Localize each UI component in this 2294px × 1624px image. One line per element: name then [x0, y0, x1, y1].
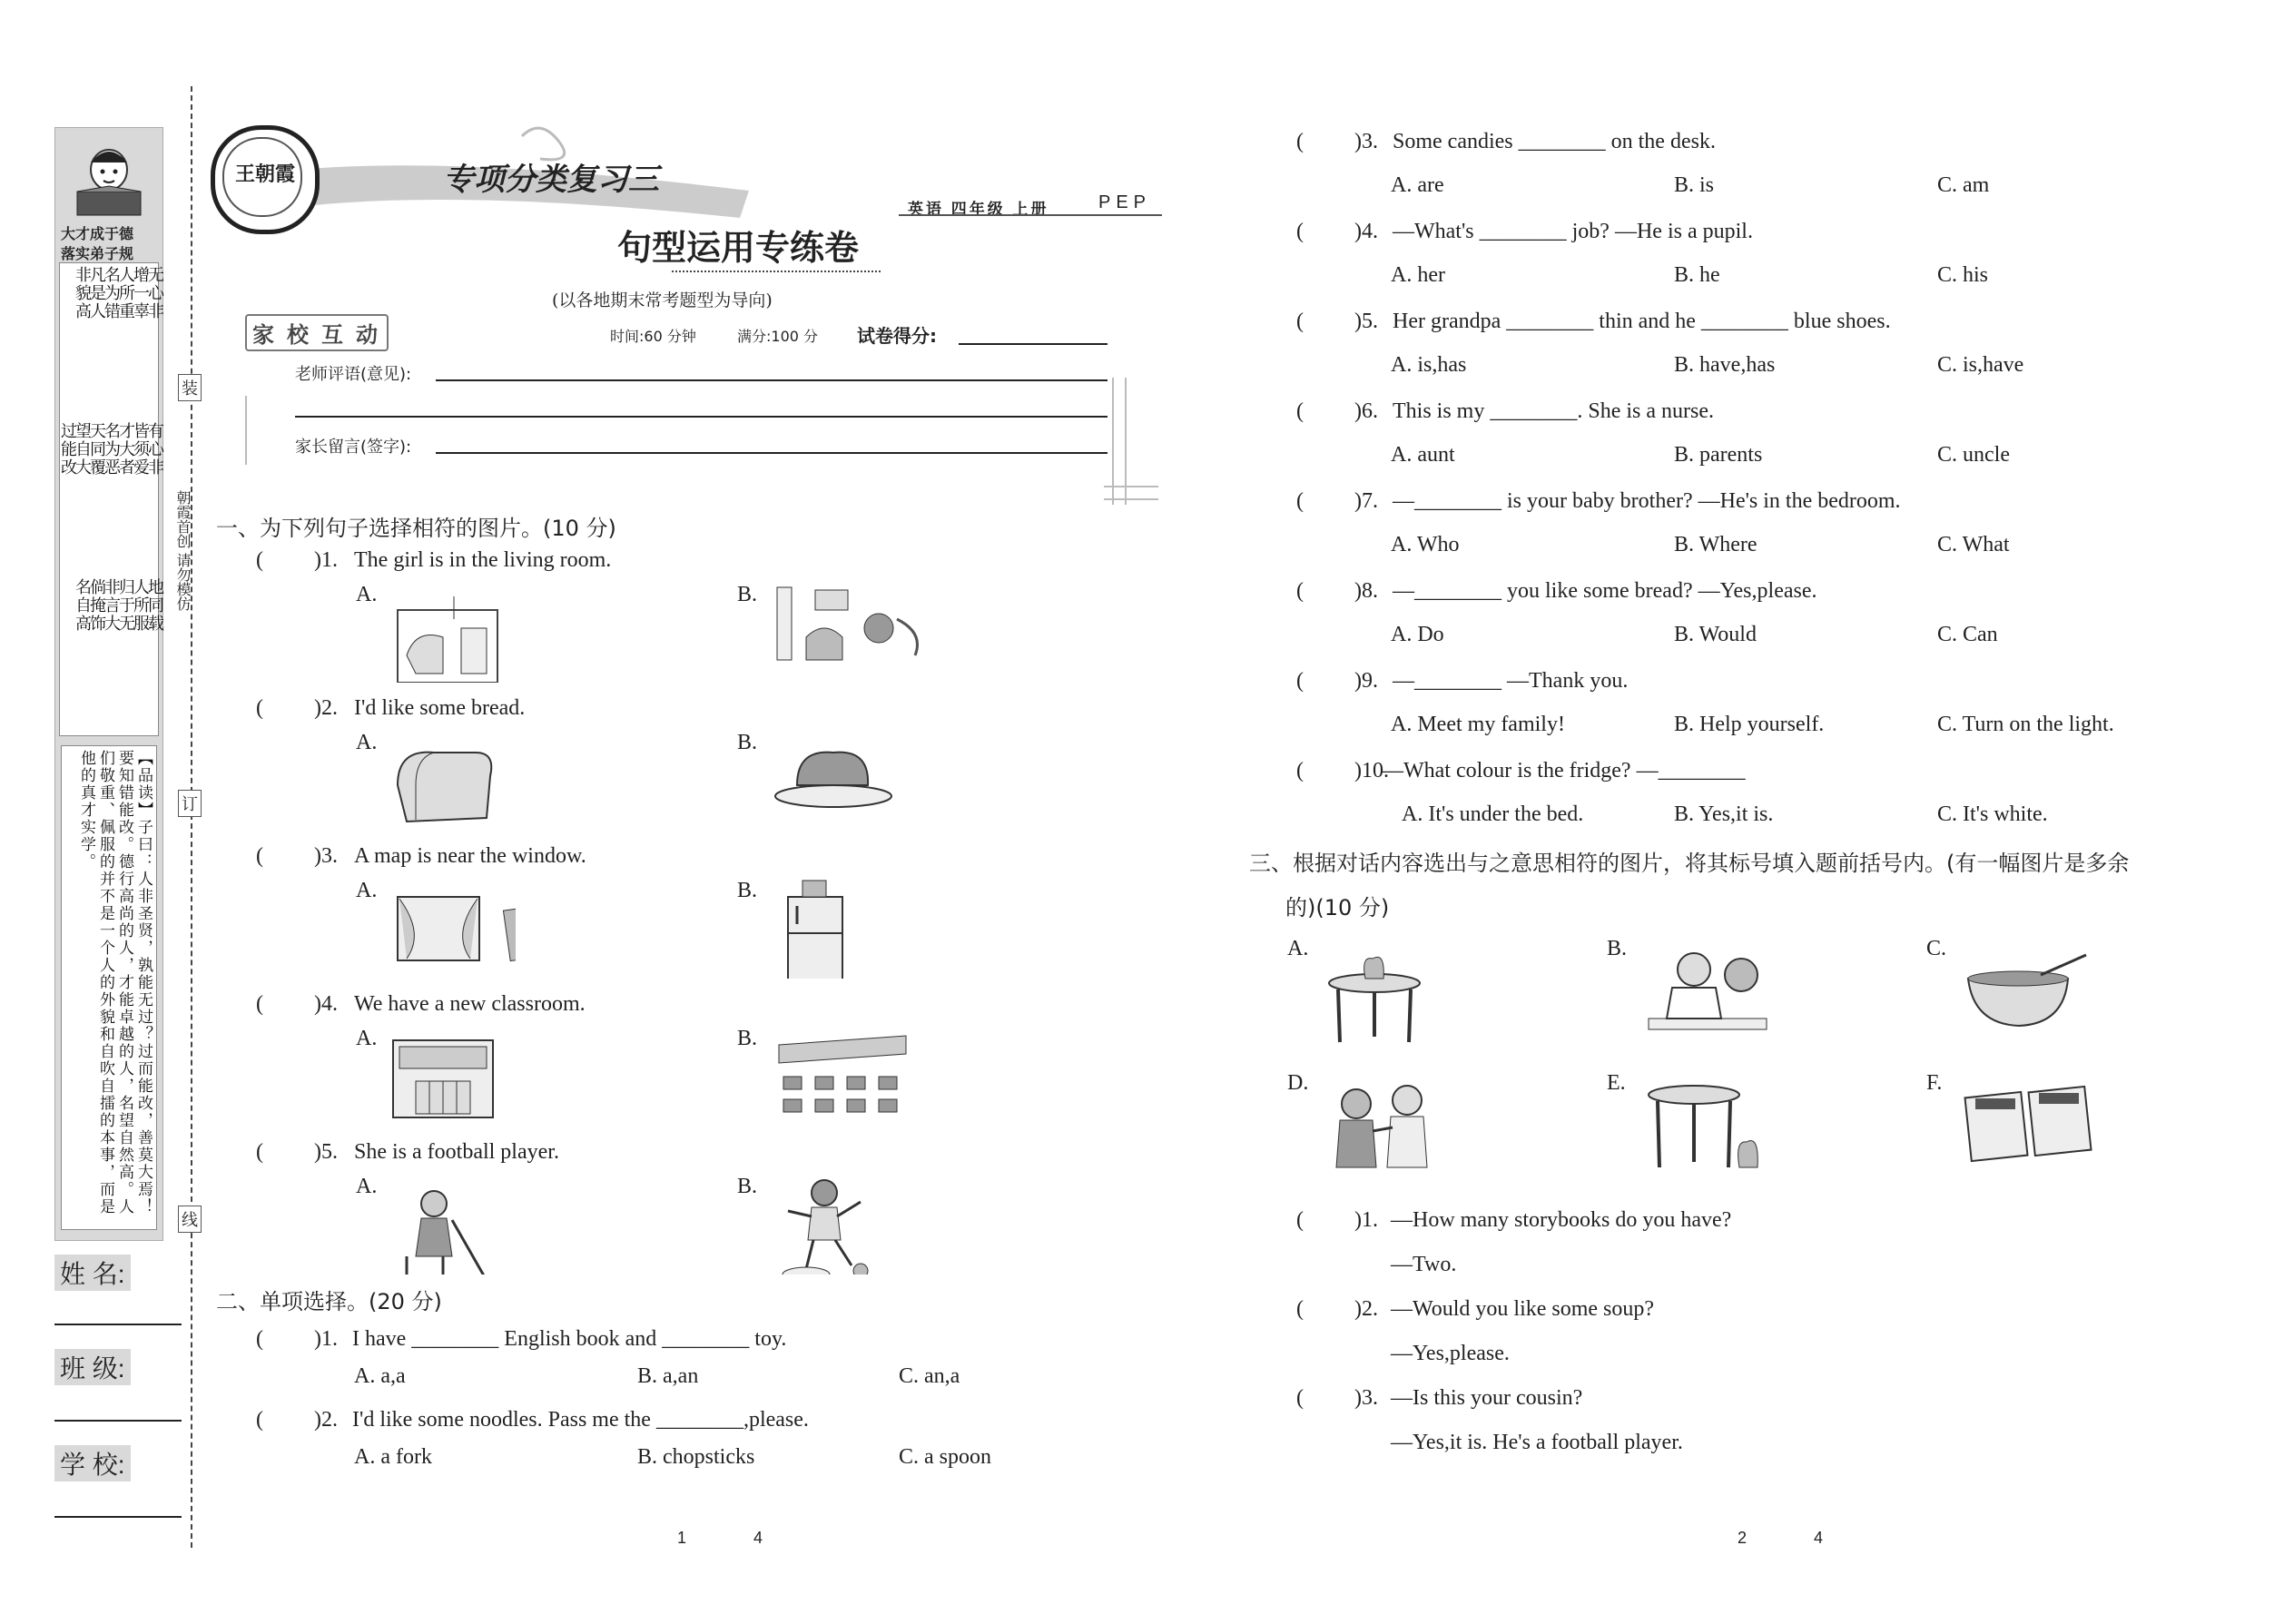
option-b: B. Where [1674, 533, 1757, 556]
poem-column: 望自大 [73, 422, 92, 477]
question-number: )3. [314, 844, 338, 868]
poem-text [58, 266, 164, 731]
option-a-picture [389, 592, 516, 683]
home-school-badge: 家 校 互 动 [245, 314, 389, 351]
question-text: A map is near the window. [354, 844, 586, 868]
answer-text: —Yes,please. [1391, 1342, 1510, 1365]
answer-paren-open: ( [256, 992, 263, 1016]
frame-left [245, 396, 274, 465]
option-b-picture [770, 731, 933, 831]
answer-paren-open: ( [1296, 1297, 1304, 1321]
picture-label-e: E. [1607, 1071, 1626, 1095]
section3-heading-line2: 的)(10 分) [1285, 895, 1390, 920]
answer-blank[interactable] [1304, 669, 1345, 693]
poem-column: 地同载 [145, 578, 164, 633]
option-b-picture [770, 879, 933, 979]
poem-column: 增一辜 [131, 266, 150, 320]
picture-label-b: B. [1607, 937, 1628, 960]
option-c: C. his [1937, 263, 1989, 287]
question-text: This is my ________. She is a nurse. [1393, 399, 1714, 423]
option-a-label: A. [356, 1175, 378, 1198]
option-b: B. a,an [637, 1364, 699, 1388]
poem-column: 人所重 [116, 266, 135, 320]
question-text: I'd like some bread. [354, 696, 526, 720]
option-a: A. are [1391, 173, 1444, 197]
answer-blank[interactable] [263, 1408, 305, 1432]
option-b: B. is [1674, 173, 1715, 197]
name-label: 姓 名: [54, 1255, 131, 1291]
edition-label: PEP [1098, 192, 1152, 212]
answer-blank[interactable] [263, 844, 305, 868]
soup-bowl-icon [1959, 942, 2104, 1048]
question-text: Some candies ________ on the desk. [1393, 130, 1716, 153]
question-text: —Is this your cousin? [1391, 1386, 1583, 1410]
option-a-picture [389, 1036, 516, 1127]
question-text: She is a football player. [354, 1140, 559, 1164]
section1-heading: 一、为下列句子选择相符的图片。(10 分) [216, 516, 616, 541]
option-c: C. an,a [899, 1364, 960, 1388]
option-a-label: A. [356, 1027, 378, 1050]
option-b: B. parents [1674, 443, 1763, 467]
left-page-number: 1 [677, 1529, 687, 1547]
answer-paren-open: ( [1296, 130, 1304, 153]
answer-blank[interactable] [1304, 310, 1345, 333]
parent-comment-label: 家长留言(签字): [295, 438, 412, 457]
question-text: I have ________ English book and ________ toy. [352, 1327, 787, 1351]
scholar-mascot-icon [64, 133, 153, 221]
answer-paren-open: ( [1296, 310, 1304, 333]
answer-text: —Two. [1391, 1253, 1457, 1276]
question-number: )5. [1354, 310, 1378, 333]
section3-picture [1639, 942, 1785, 1048]
answer-blank[interactable] [1304, 1297, 1345, 1321]
poem-column: 倘掩饰 [87, 578, 106, 633]
window-map-icon [389, 888, 516, 979]
option-a: A. Do [1391, 623, 1444, 646]
answer-blank[interactable] [1304, 220, 1345, 243]
option-a-label: A. [356, 583, 378, 606]
poem-column: 凡是人 [87, 266, 106, 320]
option-c: C. It's white. [1937, 802, 2048, 826]
score-field[interactable] [959, 343, 1108, 345]
option-c: C. Can [1937, 623, 1998, 646]
answer-paren-open: ( [1296, 399, 1304, 423]
girl-sweeping-icon [389, 1184, 516, 1275]
answer-paren-open: ( [256, 844, 263, 868]
question-number: )2. [314, 1408, 338, 1432]
right-page-number: 2 [1738, 1529, 1748, 1547]
option-a: A. It's under the bed. [1402, 802, 1584, 826]
option-a: A. her [1391, 263, 1445, 287]
answer-paren-open: ( [256, 548, 263, 572]
living-room-furniture-icon [770, 583, 933, 683]
question-number: )2. [1354, 1297, 1378, 1321]
fridge-icon [770, 879, 933, 979]
answer-paren-open: ( [1296, 1208, 1304, 1232]
answer-blank[interactable] [1304, 130, 1345, 153]
motto-line-2: 落实弟子规 [61, 247, 134, 262]
option-b-label: B. [737, 731, 758, 754]
brand-logo [211, 125, 320, 234]
option-b-label: B. [737, 1175, 758, 1198]
binding-line [191, 86, 192, 1548]
storybooks-icon [1959, 1077, 2104, 1182]
answer-blank[interactable] [263, 1327, 305, 1351]
question-number: )3. [1354, 130, 1378, 153]
question-number: )2. [314, 696, 338, 720]
answer-paren-open: ( [256, 1327, 263, 1351]
option-c: C. a spoon [899, 1445, 991, 1469]
question-number: )4. [1354, 220, 1378, 243]
question-text: We have a new classroom. [354, 992, 586, 1016]
picture-label-f: F. [1926, 1071, 1943, 1095]
option-a-label: A. [356, 879, 378, 902]
poem-column: 才大者 [116, 422, 135, 477]
option-a: A. a,a [354, 1364, 406, 1388]
title-underline [672, 271, 881, 272]
bathroom-toilet-sink-icon [389, 592, 516, 683]
section3-picture [1959, 942, 2104, 1048]
boy-football-icon [770, 1175, 933, 1275]
question-number: )3. [1354, 1386, 1378, 1410]
two-children-icon [1320, 1077, 1465, 1182]
option-c: C. am [1937, 173, 1990, 197]
answer-paren-open: ( [1296, 579, 1304, 603]
option-a-picture [389, 1184, 516, 1275]
answer-blank[interactable] [1304, 579, 1345, 603]
question-number: )1. [314, 1327, 338, 1351]
option-b: B. Help yourself. [1674, 713, 1825, 736]
question-text: —What colour is the fridge? —________ [1382, 759, 1746, 782]
classroom-icon [770, 1027, 933, 1127]
option-a: A. a fork [354, 1445, 432, 1469]
section3-picture [1959, 1077, 2104, 1182]
question-text: —________ —Thank you. [1393, 669, 1629, 693]
poem-column: 名为恶 [102, 422, 121, 477]
score-label: 试卷得分: [857, 325, 937, 347]
question-text: —________ is your baby brother? —He's in the bedroom. [1393, 489, 1901, 513]
binding-mark-xian: 线 [178, 1206, 202, 1233]
teacher-comment-line-2[interactable] [295, 416, 1108, 418]
answer-paren-open: ( [1296, 1386, 1304, 1410]
question-text: I'd like some noodles. Pass me the ________,please. [352, 1408, 809, 1432]
poem-column: 无心非 [145, 266, 164, 320]
poem-column: 名为错 [102, 266, 121, 320]
teacher-comment-line-1[interactable] [436, 379, 1108, 381]
school-label: 学 校: [54, 1445, 131, 1481]
option-b: B. have,has [1674, 353, 1776, 377]
cat-under-table-icon [1639, 1077, 1785, 1182]
poem-column: 有心非 [145, 422, 164, 477]
answer-blank[interactable] [263, 548, 305, 572]
answer-text: —Yes,it is. He's a football player. [1391, 1431, 1683, 1454]
question-number: )5. [314, 1140, 338, 1164]
series-title: 专项分类复习三 [443, 162, 659, 198]
question-text: Her grandpa ________ thin and he ________ blue shoes. [1393, 310, 1891, 333]
answer-blank[interactable] [1304, 1386, 1345, 1410]
picture-label-c: C. [1926, 937, 1947, 960]
page-subtitle: (以各地期末常考题型为导向) [552, 290, 773, 310]
boy-with-football-icon [1639, 942, 1785, 1048]
option-a: A. Meet my family! [1391, 713, 1565, 736]
brand-note: 朝霞首创 请勿模仿 [174, 490, 192, 612]
question-number: )7. [1354, 489, 1378, 513]
answer-paren-open: ( [1296, 489, 1304, 513]
answer-blank[interactable] [263, 992, 305, 1016]
option-b-picture [770, 1175, 933, 1275]
answer-blank[interactable] [1304, 1208, 1345, 1232]
question-number: )6. [1354, 399, 1378, 423]
option-a: A. Who [1391, 533, 1460, 556]
section3-picture [1320, 1077, 1465, 1182]
option-b-picture [770, 583, 933, 683]
answer-blank[interactable] [1304, 759, 1345, 782]
option-b-label: B. [737, 1027, 758, 1050]
answer-blank[interactable] [1304, 489, 1345, 513]
option-c: C. uncle [1937, 443, 2010, 467]
option-a-picture [389, 888, 516, 979]
binding-mark-ding: 订 [178, 790, 202, 817]
picture-label-a: A. [1287, 937, 1309, 960]
answer-paren-open: ( [1296, 220, 1304, 243]
answer-blank[interactable] [1304, 399, 1345, 423]
answer-paren-open: ( [1296, 759, 1304, 782]
answer-paren-open: ( [1296, 669, 1304, 693]
page-title: 句型运用专练卷 [617, 227, 860, 268]
parent-comment-line[interactable] [436, 452, 1108, 454]
meta-underline [899, 214, 1162, 216]
binding-mark-zhuang: 装 [178, 374, 202, 401]
bread-loaf-icon [389, 740, 516, 831]
poem-column: 名自高 [73, 578, 92, 633]
option-b: B. Yes,it is. [1674, 802, 1774, 826]
corner-decoration [1104, 378, 1158, 514]
question-number: )1. [1354, 1208, 1378, 1232]
option-c: C. Turn on the light. [1937, 713, 2114, 736]
poem-column: 过能改 [58, 422, 77, 477]
option-a: A. is,has [1391, 353, 1467, 377]
name-field[interactable] [54, 1324, 182, 1325]
question-text: —________ you like some bread? —Yes,please. [1393, 579, 1817, 603]
roast-chicken-icon [770, 731, 933, 831]
teacher-comment-label: 老师评语(意见): [295, 365, 412, 384]
question-number: )4. [314, 992, 338, 1016]
option-b: B. he [1674, 263, 1720, 287]
motto-line-1: 大才成于德 [61, 227, 134, 242]
right-page-total: 4 [1814, 1529, 1824, 1547]
question-text: —How many storybooks do you have? [1391, 1208, 1732, 1232]
brand-logo-text: 王朝霞 [234, 162, 295, 186]
answer-paren-open: ( [256, 1408, 263, 1432]
question-number: )10. [1354, 759, 1389, 782]
question-number: )1. [314, 548, 338, 572]
commentary-text: 【品读】子曰：人非圣贤，孰能无过？过而能改，善莫大焉！要知错能改。德行高尚的人，才能卓越的人，名望自然高。人们敬重、佩服的并不是一个人的外貌和自吹自擂的本事，而是他的真才实学。 [77, 750, 153, 1216]
question-text: —Would you like some soup? [1391, 1297, 1655, 1321]
option-b: B. Would [1674, 623, 1757, 646]
option-c: C. What [1937, 533, 2010, 556]
time-limit: 时间:60 分钟 [610, 328, 696, 345]
cat-on-table-icon [1320, 942, 1465, 1048]
left-page-total: 4 [753, 1529, 763, 1547]
question-text: —What's ________ job? —He is a pupil. [1393, 220, 1753, 243]
section3-picture [1639, 1077, 1785, 1182]
sidebar-panel [54, 127, 163, 1241]
section3-picture [1320, 942, 1465, 1048]
commentary-box [61, 745, 157, 1230]
poem-column: 非貌高 [73, 266, 92, 320]
kitchen-icon [389, 1036, 516, 1127]
option-c: C. is,have [1937, 353, 2024, 377]
class-label: 班 级: [54, 1349, 131, 1385]
class-field[interactable] [54, 1420, 182, 1422]
option-a-label: A. [356, 731, 378, 754]
option-b-label: B. [737, 583, 758, 606]
school-field[interactable] [54, 1516, 182, 1518]
section3-heading-line1: 三、根据对话内容选出与之意思相符的图片，将其标号填入题前括号内。(有一幅图片是多余 [1249, 851, 2130, 876]
answer-blank[interactable] [263, 1140, 305, 1164]
option-b-label: B. [737, 879, 758, 902]
picture-label-d: D. [1287, 1071, 1309, 1095]
question-number: )9. [1354, 669, 1378, 693]
answer-paren-open: ( [256, 696, 263, 720]
poem-column: 天同覆 [87, 422, 106, 477]
subject-meta: 英语 四年级 上册 [908, 201, 1049, 218]
section2-heading: 二、单项选择。(20 分) [216, 1289, 442, 1314]
question-number: )8. [1354, 579, 1378, 603]
option-a-picture [389, 740, 516, 831]
question-text: The girl is in the living room. [354, 548, 612, 572]
poem-column: 归于无 [116, 578, 135, 633]
option-a: A. aunt [1391, 443, 1455, 467]
option-b: B. chopsticks [637, 1445, 755, 1469]
poem-column: 人所服 [131, 578, 150, 633]
answer-blank[interactable] [263, 696, 305, 720]
option-b-picture [770, 1027, 933, 1127]
full-score: 满分:100 分 [737, 328, 819, 345]
answer-paren-open: ( [256, 1140, 263, 1164]
poem-column: 非言大 [102, 578, 121, 633]
poem-column: 皆须爱 [131, 422, 150, 477]
